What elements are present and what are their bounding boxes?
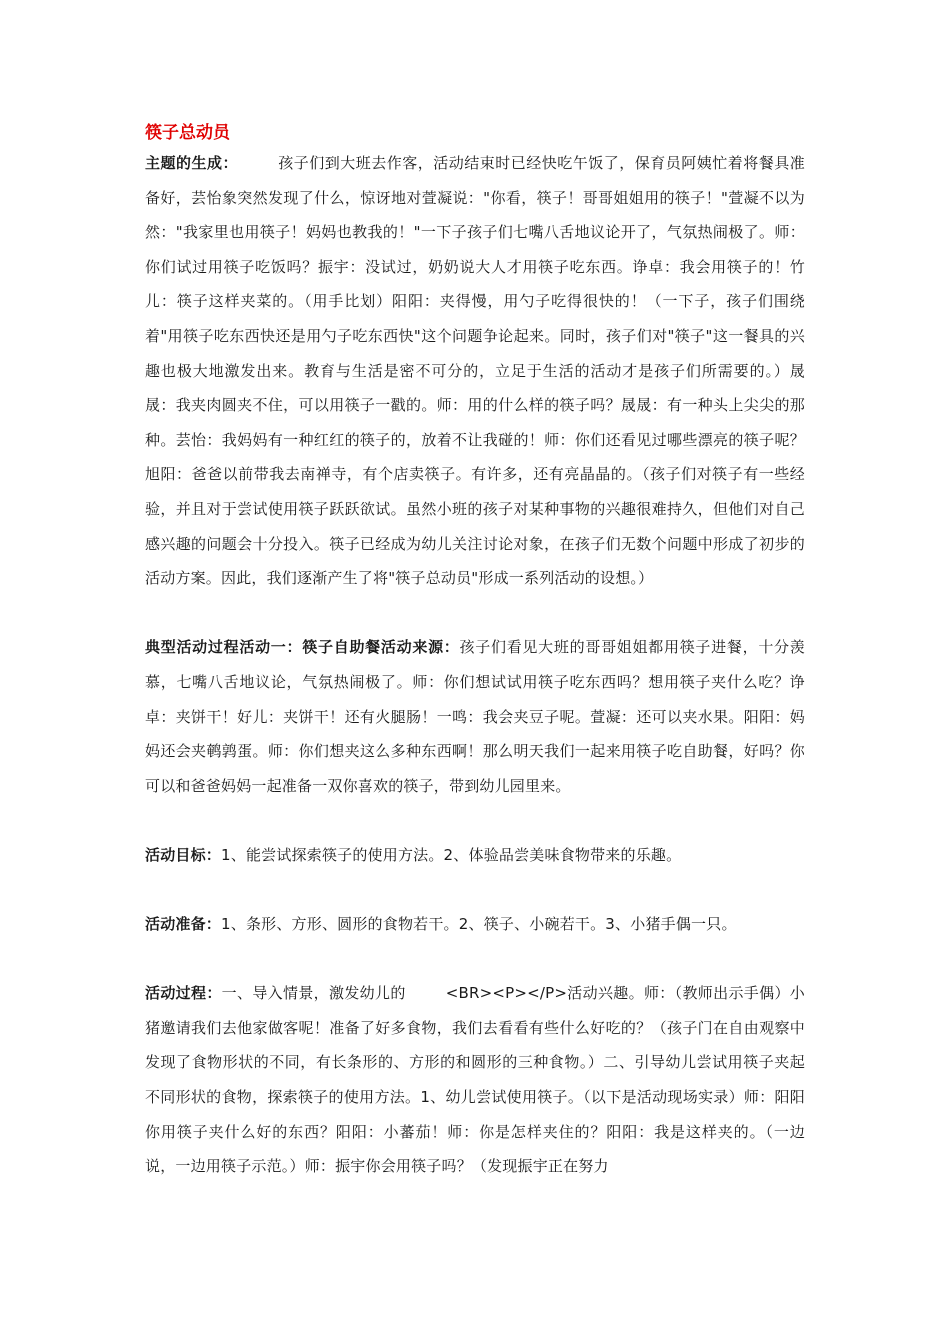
paragraph-gap xyxy=(145,872,805,907)
paragraph-gap xyxy=(145,942,805,977)
section-process xyxy=(145,976,805,1184)
paragraph-gap xyxy=(145,803,805,838)
section-goal-label: 活动目标： xyxy=(145,845,222,864)
section-origin xyxy=(145,146,805,596)
section-typical xyxy=(145,630,805,803)
section-prep xyxy=(145,907,805,942)
section-goal-text: 1、能尝试探索筷子的使用方法。2、体验品尝美味食物带来的乐趣。 xyxy=(221,845,682,864)
section-process-label: 活动过程： xyxy=(145,984,222,1003)
section-process-text-before: 一、导入情景，激发幼儿的 xyxy=(221,984,406,1003)
section-prep-text: 1、条形、方形、圆形的食物若干。2、筷子、小碗若干。3、小猪手偶一只。 xyxy=(221,915,737,934)
section-typical-text: 孩子们看见大班的哥哥姐姐都用筷子进餐，十分羡慕，七嘴八舌地议论，气氛热闹极了。师：你们想试试用筷子吃东西吗？想用筷子夹什么吃？诤卓：夹饼干！好儿：夹饼干！还有火腿肠！一鸣：我会夹豆子呢。萱凝：还可以夹水果。阳阳：妈妈还会夹鹌鹑蛋。师：你们想夹这么多种东西啊！那么明天我们一起来用筷子吃自助餐，好吗？你可以和爸爸妈妈一起准备一双你喜欢的筷子，带到幼儿园里来。 xyxy=(145,638,805,795)
paragraph-gap xyxy=(145,596,805,631)
section-process-html-tag: <BR><P></P> xyxy=(445,984,568,1003)
section-process-text-after: 活动兴趣。师：（教师出示手偶）小猪邀请我们去他家做客呢！准备了好多食物，我们去看看有些什么好吃的？（孩子门在自由观察中发现了食物形状的不同，有长条形的、方形的和圆形的三种食物。）二、引导幼儿尝试用筷子夹起不同形状的食物，探索筷子的使用方法。1、幼儿尝试使用筷子。（以下是活动现场实录）师：阳阳你用筷子夹什么好的东西？阳阳：小蕃茄！师：你是怎样夹住的？阳阳：我是这样夹的。（一边说，一边用筷子示范。）师：振宇你会用筷子吗？（发现振宇正在努力 xyxy=(145,984,805,1176)
section-origin-label: 主题的生成： xyxy=(145,154,238,172)
section-prep-label: 活动准备： xyxy=(145,915,222,934)
document-title: 筷子总动员 xyxy=(145,123,230,143)
section-goal xyxy=(145,838,805,873)
document-page xyxy=(145,120,805,1184)
section-typical-label: 典型活动过程活动一：筷子自助餐活动来源： xyxy=(145,638,460,657)
section-origin-text: 孩子们到大班去作客，活动结束时已经快吃午饭了，保育员阿姨忙着将餐具准备好，芸怡象突然发现了什么，惊讶地对萱凝说："你看，筷子！哥哥姐姐用的筷子！"萱凝不以为然："我家里也用筷子！妈妈也教我的！"一下子孩子们七嘴八舌地议论开了，气氛热闹极了。师：你们试过用筷子吃饭吗？振宇：没试过，奶奶说大人才用筷子吃东西。诤卓：我会用筷子的！竹儿：筷子这样夹菜的。（用手比划）阳阳：夹得慢，用勺子吃得很快的！（一下子，孩子们围绕着"用筷子吃东西快还是用勺子吃东西快"这个问题争论起来。同时，孩子们对"筷子"这一餐具的兴趣也极大地激发出来。教育与生活是密不可分的，立足于生活的活动才是孩子们所需要的。）晟晟：我夹肉圆夹不住，可以用筷子一戳的。师：用的什么样的筷子吗？晟晟：有一种头上尖尖的那种。芸怡：我妈妈有一种红红的筷子的，放着不让我碰的！师：你们还看见过哪些漂亮的筷子呢？旭阳：爸爸以前带我去南禅寺，有个店卖筷子。有许多，还有亮晶晶的。（孩子们对筷子有一些经验，并且对于尝试使用筷子跃跃欲试。虽然小班的孩子对某种事物的兴趣很难持久，但他们对自己感兴趣的问题会十分投入。筷子已经成为幼儿关注讨论对象，在孩子们无数个问题中形成了初步的活动方案。因此，我们逐渐产生了将"筷子总动员"形成一系列活动的设想。） xyxy=(145,154,805,588)
